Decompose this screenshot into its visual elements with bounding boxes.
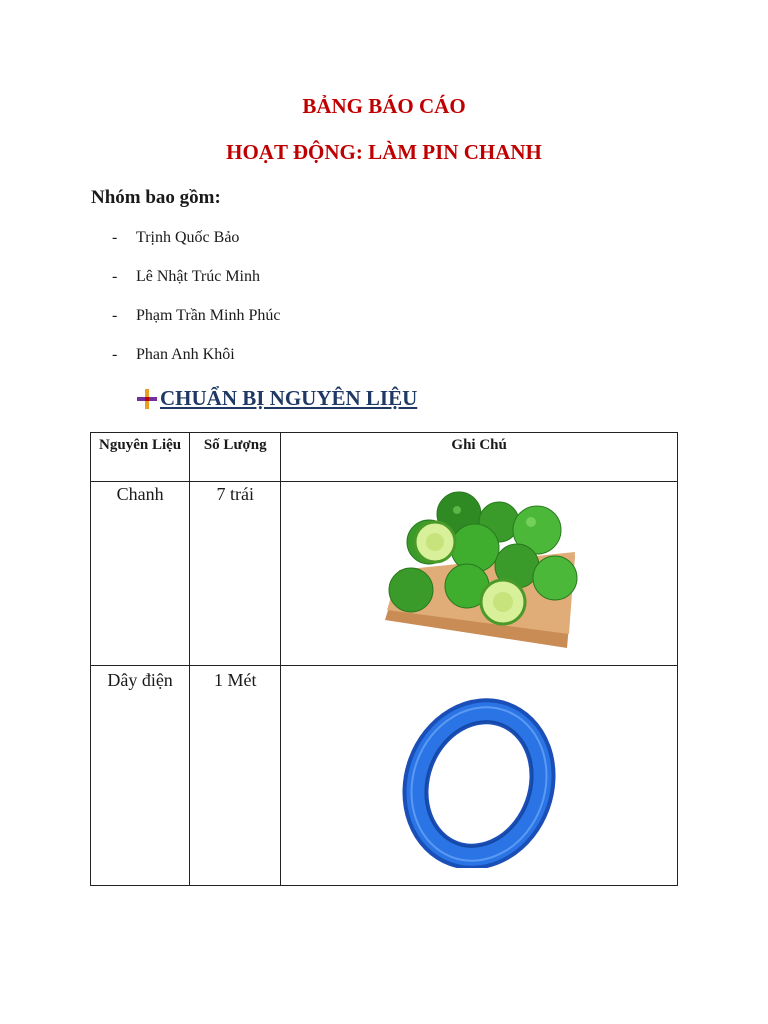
list-item [112,307,280,346]
bullet-dash: - [112,346,118,363]
section-title: CHUẨN BỊ NGUYÊN LIỆU [160,386,418,410]
column-header-material: Nguyên Liệu [91,433,190,482]
member-name: Lê Nhật Trúc Minh [136,268,260,285]
member-list [112,229,280,385]
report-title: BẢNG BÁO CÁO [302,94,466,118]
quantity-value: 1 Mét [213,670,257,690]
material-cell [91,666,190,886]
quantity-cell [190,666,281,886]
group-label: Nhóm bao gồm: [91,187,221,208]
bullet-dash: - [112,229,118,246]
material-name: Dây điện [107,670,173,690]
list-item [112,229,280,268]
activity-title: HOẠT ĐỘNG: LÀM PIN CHANH [226,140,542,164]
quantity-value: 7 trái [216,484,254,504]
bullet-dash: - [112,307,118,324]
note-cell [281,482,678,666]
table-header-row [91,433,678,482]
column-header-note: Ghi Chú [281,433,678,482]
material-name: Chanh [116,484,164,504]
member-name: Trịnh Quốc Bảo [136,229,240,246]
column-header-quantity: Số Lượng [190,433,281,482]
list-item [112,268,280,307]
table-row [91,666,678,886]
limes-image [379,482,579,660]
table-row [91,482,678,666]
section-heading [136,386,417,411]
cross-bullet-icon [136,388,158,410]
bullet-dash: - [112,268,118,285]
note-cell [281,666,678,886]
list-item [112,346,280,385]
material-cell [91,482,190,666]
member-name: Phan Anh Khôi [136,346,235,363]
quantity-cell [190,482,281,666]
materials-table [90,432,678,886]
wire-coil-image [399,698,559,868]
member-name: Phạm Trần Minh Phúc [136,307,281,324]
